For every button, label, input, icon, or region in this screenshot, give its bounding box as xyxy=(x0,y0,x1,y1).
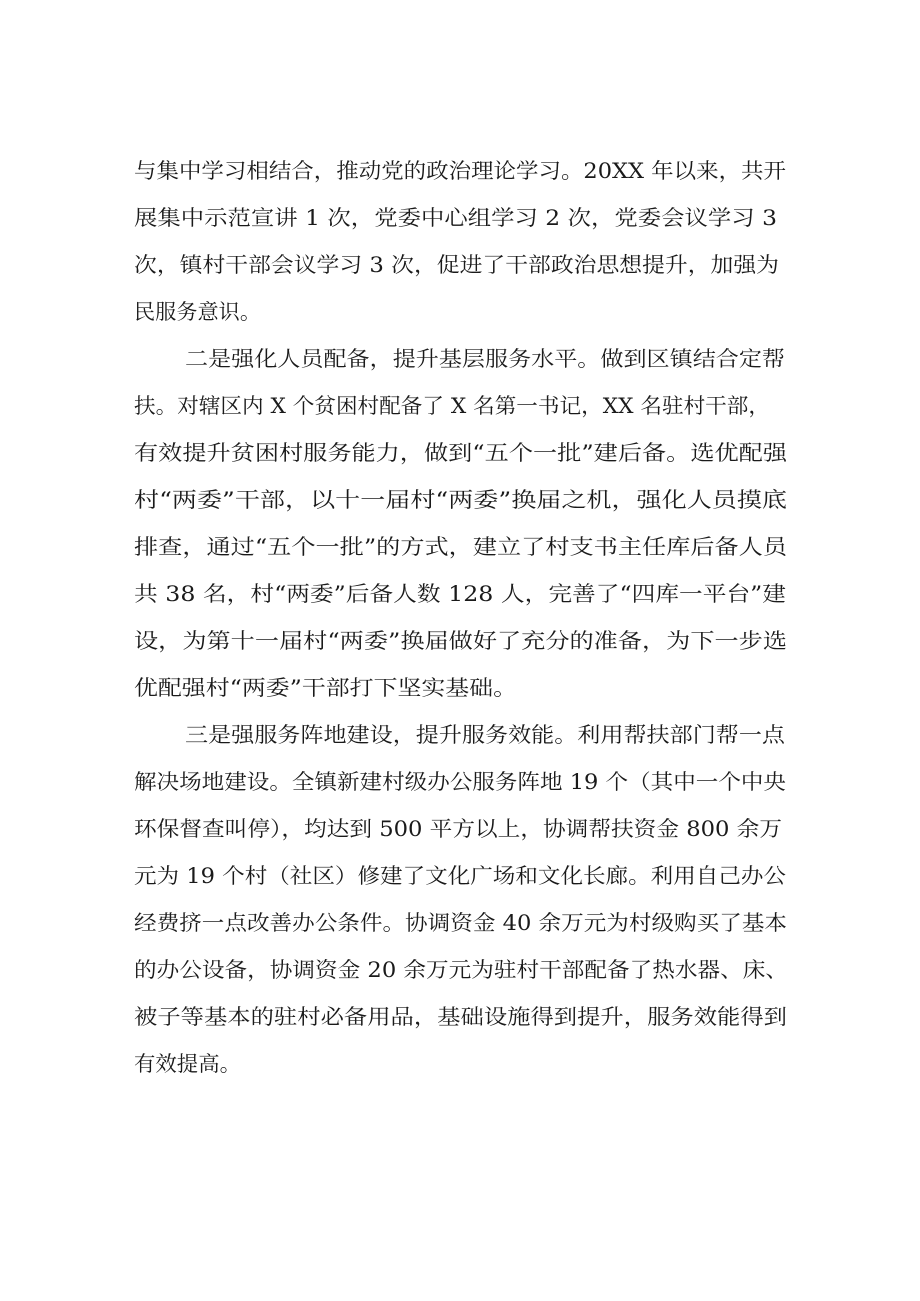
line-text: 二是强化人员配备，提升基层服务水平。做到区镇结合定帮 xyxy=(185,347,785,371)
text-line xyxy=(0,905,920,941)
line-text: 三是强服务阵地建设，提升服务效能。利用帮扶部门帮一点 xyxy=(185,723,785,747)
line-text: 解决场地建设。全镇新建村级办公服务阵地 19 个（其中一个中央 xyxy=(134,770,786,794)
line-text: 展集中示范宣讲 1 次，党委中心组学习 2 次，党委会议学习 3 xyxy=(134,206,777,230)
line-text: 经费挤一点改善办公条件。协调资金 40 余万元为村级购买了基本 xyxy=(134,911,787,935)
text-line xyxy=(0,952,920,988)
line-text: 排查，通过“五个一批”的方式，建立了村支书主任库后备人员 xyxy=(134,535,787,559)
line-text: 环保督查叫停），均达到 500 平方以上，协调帮扶资金 800 余万 xyxy=(134,817,782,841)
text-line xyxy=(0,764,920,800)
text-line xyxy=(0,999,920,1035)
line-text: 民服务意识。 xyxy=(134,300,261,324)
text-line xyxy=(0,294,920,330)
line-text: 被子等基本的驻村必备用品，基础设施得到提升，服务效能得到 xyxy=(134,1005,787,1029)
text-line xyxy=(0,388,920,424)
text-line xyxy=(0,858,920,894)
line-text: 村“两委”干部，以十一届村“两委”换届之机，强化人员摸底 xyxy=(134,488,787,512)
line-text: 有效提高。 xyxy=(134,1052,241,1076)
text-line xyxy=(0,200,920,236)
line-text: 的办公设备，协调资金 20 余万元为驻村干部配备了热水器、床、 xyxy=(134,958,788,982)
text-line xyxy=(0,247,920,283)
text-line xyxy=(0,341,920,377)
text-line xyxy=(0,811,920,847)
text-line xyxy=(0,435,920,471)
line-text: 设，为第十一届村“两委”换届做好了充分的准备，为下一步选 xyxy=(134,629,787,653)
line-text: 次，镇村干部会议学习 3 次，促进了干部政治思想提升，加强为 xyxy=(134,253,779,277)
text-line xyxy=(0,529,920,565)
line-text: 元为 19 个村（社区）修建了文化广场和文化长廊。利用自己办公 xyxy=(134,864,786,888)
line-text: 有效提升贫困村服务能力，做到“五个一批”建后备。选优配强 xyxy=(134,441,787,465)
line-text: 优配强村“两委”干部打下坚实基础。 xyxy=(134,676,517,700)
text-line xyxy=(0,717,920,753)
text-line xyxy=(0,482,920,518)
text-line xyxy=(0,1046,920,1082)
line-text: 与集中学习相结合，推动党的政治理论学习。20XX 年以来，共开 xyxy=(134,159,786,183)
text-line xyxy=(0,576,920,612)
line-text: 共 38 名，村“两委”后备人数 128 人，完善了“四库一平台”建 xyxy=(134,582,787,606)
line-text: 扶。对辖区内 X 个贫困村配备了 X 名第一书记，XX 名驻村干部， xyxy=(134,394,770,418)
text-line xyxy=(0,623,920,659)
text-line xyxy=(0,153,920,189)
text-line xyxy=(0,670,920,706)
